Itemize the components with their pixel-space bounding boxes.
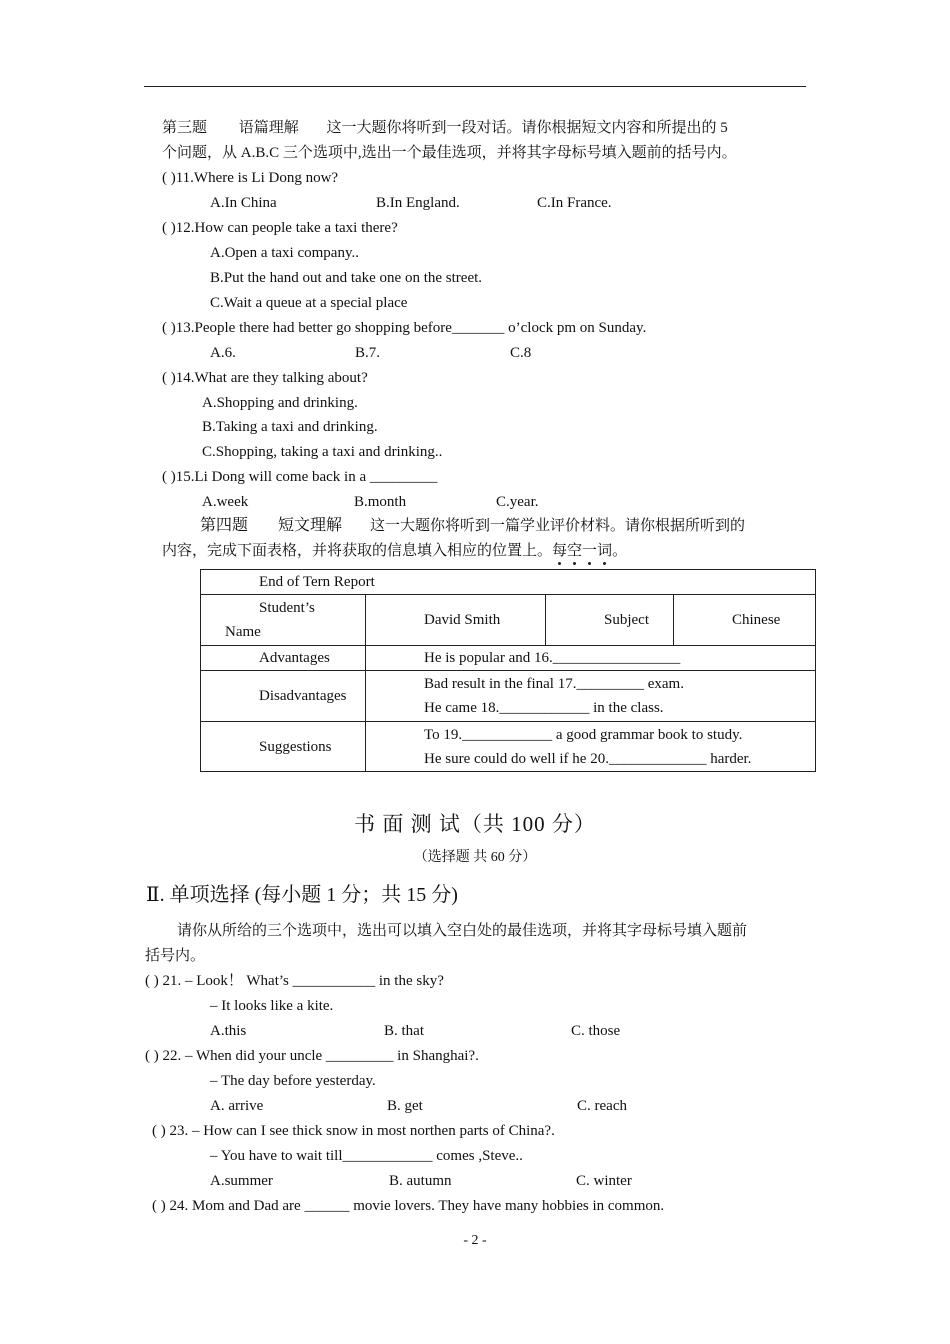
part4-heading: 第四题 短文理解 这一大题你将听到一篇学业评价材料。请你根据所听到的 [200, 517, 746, 534]
option-13c: C.8 [510, 345, 532, 361]
question-23: ( ) 23. – How can I see thick snow in most northen parts of China?. [152, 1123, 555, 1139]
question-11: ( )11.Where is Li Dong now? [162, 170, 339, 186]
table-row [201, 671, 816, 722]
report-title: End of Tern Report [201, 570, 816, 595]
table-row [201, 595, 816, 646]
option-14b: B.Taking a taxi and drinking. [202, 419, 378, 435]
name-value: David Smith [366, 595, 546, 646]
response-21: – It looks like a kite. [210, 998, 334, 1014]
option-23c: C. winter [576, 1173, 632, 1189]
part4-instruction: 内容，完成下面表格，并将获取的信息填入相应的位置上。每空一词。 [162, 543, 628, 559]
header-rule [144, 86, 806, 87]
option-22a: A. arrive [210, 1098, 264, 1114]
advantages-value: He is popular and 16._________________ [366, 646, 816, 671]
option-15a: A.week [202, 494, 249, 510]
disadvantages-value [366, 671, 816, 722]
disadvantages-label: Disadvantages [201, 671, 366, 722]
option-12a: A.Open a taxi company.. [210, 245, 359, 261]
question-21: ( ) 21. – Look！ What’s ___________ in the sky? [145, 973, 444, 989]
option-21c: C. those [571, 1023, 621, 1039]
section-heading: Ⅱ. 单项选择 (每小题 1 分；共 15 分) [146, 884, 458, 906]
disadvantages-line2: He came 18.____________ in the class. [424, 700, 664, 716]
part3-instruction: 个问题，从 A.B.C 三个选项中,选出一个最佳选项，并将其字母标号填入题前的括号内。 [162, 145, 737, 161]
emphasis-char: 词 [597, 543, 613, 559]
option-11a: A.In China [210, 195, 277, 211]
suggestions-value [366, 722, 816, 772]
option-22c: C. reach [577, 1098, 627, 1114]
written-test-title: 书 面 测 试（共 100 分） [354, 812, 596, 836]
table-row [201, 722, 816, 772]
question-24: ( ) 24. Mom and Dad are ______ movie lovers. They have many hobbies in common. [152, 1198, 665, 1214]
part3-heading: 第三题 语篇理解 这一大题你将听到一段对话。请你根据短文内容和所提出的 5 [162, 120, 728, 136]
section-instruction-line2: 括号内。 [145, 948, 206, 964]
option-23a: A.summer [210, 1173, 273, 1189]
emphasis-char: 空 [567, 543, 583, 559]
suggestions-line1: To 19.____________ a good grammar book to study. [424, 726, 743, 743]
section-instruction-line1: 请你从所给的三个选项中，选出可以填入空白处的最佳选项，并将其字母标号填入题前 [177, 923, 748, 939]
option-15c: C.year. [496, 494, 539, 510]
suggestions-line2: He sure could do well if he 20._____________ harder. [424, 750, 752, 767]
page-number: - 2 - [463, 1233, 487, 1248]
question-14: ( )14.What are they talking about? [162, 370, 368, 386]
name-label-cell [201, 595, 366, 646]
disadvantages-line1: Bad result in the final 17._________ exam. [424, 676, 684, 692]
suggestions-label: Suggestions [201, 722, 366, 772]
table-row [201, 646, 816, 671]
option-14a: A.Shopping and drinking. [202, 395, 358, 411]
option-21a: A.this [210, 1023, 247, 1039]
option-22b: B. get [387, 1098, 423, 1114]
option-13b: B.7. [355, 345, 381, 361]
option-14c: C.Shopping, taking a taxi and drinking.. [202, 444, 443, 460]
name-label-line2: Name [225, 624, 261, 640]
option-11c: C.In France. [537, 195, 612, 211]
option-15b: B.month [354, 494, 407, 510]
question-13: ( )13.People there had better go shopping before_______ o’clock pm on Sunday. [162, 320, 647, 336]
question-22: ( ) 22. – When did your uncle _________ in Shanghai?. [145, 1048, 479, 1064]
option-12b: B.Put the hand out and take one on the street. [210, 270, 483, 286]
report-table [200, 569, 816, 772]
option-11b: B.In England. [376, 195, 460, 211]
question-12: ( )12.How can people take a taxi there? [162, 220, 398, 236]
response-23: – You have to wait till____________ comes ,Steve.. [210, 1148, 523, 1164]
name-label-line1: Student’s [259, 600, 315, 616]
emphasis-char: 每 [552, 543, 568, 559]
table-row [201, 570, 816, 595]
emphasis-char: 一 [582, 543, 598, 559]
option-23b: B. autumn [389, 1173, 452, 1189]
subject-value: Chinese [674, 595, 816, 646]
advantages-label: Advantages [201, 646, 366, 671]
subject-label: Subject [546, 595, 674, 646]
response-22: – The day before yesterday. [210, 1073, 376, 1089]
written-test-subtitle: （选择题 共 60 分） [413, 850, 537, 865]
option-21b: B. that [384, 1023, 424, 1039]
question-15: ( )15.Li Dong will come back in a _________ [162, 469, 438, 485]
option-13a: A.6. [210, 345, 236, 361]
option-12c: C.Wait a queue at a special place [210, 295, 408, 311]
